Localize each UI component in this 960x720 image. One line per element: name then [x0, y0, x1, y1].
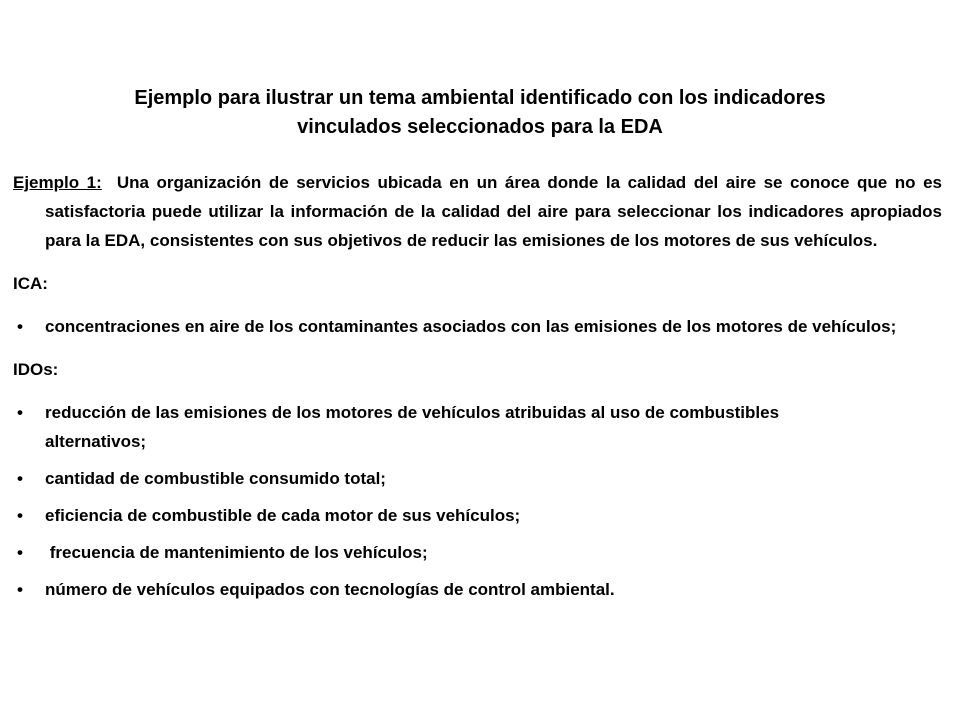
example-label: Ejemplo 1:: [13, 173, 102, 192]
idos-list-item: [13, 464, 942, 493]
page-title: [40, 84, 920, 142]
document-body: [13, 168, 942, 604]
idos-item-text: cantidad de combustible consumido total;: [45, 469, 386, 488]
bullet-icon: •: [17, 469, 23, 488]
idos-list-item: [13, 538, 942, 567]
bullet-icon: •: [17, 403, 23, 422]
idos-list-item: [13, 501, 942, 530]
title-line-1: Ejemplo para ilustrar un tema ambiental identificado con los indicadores: [134, 87, 826, 109]
title-line-2: vinculados seleccionados para la EDA: [297, 116, 663, 138]
idos-item-text: reducción de las emisiones de los motores de vehículos atribuidas al uso de combustibles alternativos;: [45, 403, 780, 451]
example-text: Una organización de servicios ubicada en un área donde la calidad del aire se conoce que no es satisfactoria puede utilizar la información de la calidad del aire para seleccionar los indicadores apropiados para la EDA, consistentes con sus objetivos de reducir las emisiones de los motores de sus vehículos.: [45, 173, 942, 250]
bullet-icon: •: [17, 580, 23, 599]
idos-list-item: [13, 398, 845, 456]
ica-label: ICA:: [13, 274, 48, 293]
idos-item-text: eficiencia de combustible de cada motor de sus vehículos;: [45, 506, 521, 525]
idos-item-text: número de vehículos equipados con tecnologías de control ambiental.: [45, 580, 615, 599]
ica-list-item: [13, 312, 942, 341]
bullet-icon: •: [17, 506, 23, 525]
bullet-icon: •: [17, 317, 23, 336]
idos-item-text: frecuencia de mantenimiento de los vehículos;: [45, 543, 428, 562]
idos-label: IDOs:: [13, 360, 59, 379]
ica-item-text: concentraciones en aire de los contaminantes asociados con las emisiones de los motores de vehículos;: [45, 317, 897, 336]
example-paragraph: [13, 168, 942, 255]
idos-list-item: [13, 575, 942, 604]
bullet-icon: •: [17, 543, 23, 562]
